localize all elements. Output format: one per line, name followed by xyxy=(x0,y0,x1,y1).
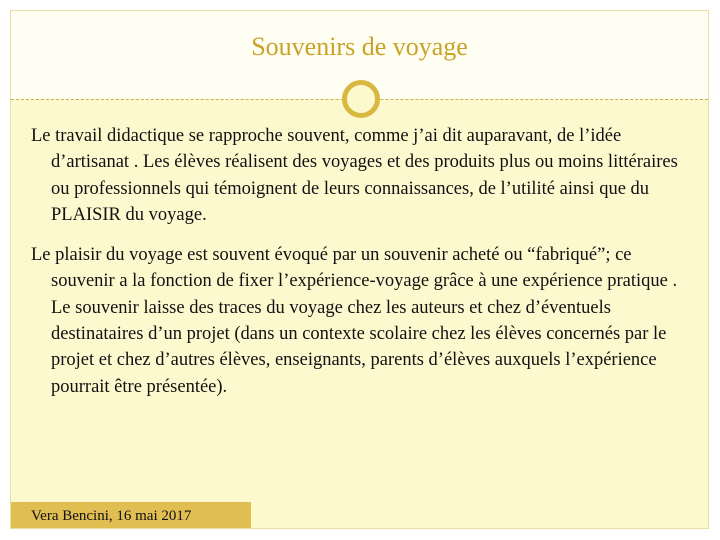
footer-author-date: Vera Bencini, 16 mai 2017 xyxy=(31,508,192,524)
slide-body xyxy=(31,123,691,414)
slide xyxy=(10,10,709,529)
paragraph-2: Le plaisir du voyage est souvent évoqué par un souvenir acheté ou “fabriqué”; ce souvenir a la fonction de fixer l’expérience-voyage grâce à une expérience pratique . Le souvenir laisse des traces du voyage chez les auteurs et chez d’éventuels destinataires d’un projet (dans un contexte scolaire chez les élèves concernés par le projet et chez d’autres élèves, enseignants, parents d’élèves auxquels l’expérience pourrait être présentée). xyxy=(31,245,678,397)
paragraph-1: Le travail didactique se rapproche souvent, comme j’ai dit auparavant, de l’idée d’artisanat . Les élèves réalisent des voyages et des produits plus ou moins littéraires ou professionnels qui témoignent de leurs connaissances, de l’utilité ainsi que du PLAISIR du voyage. xyxy=(31,126,678,225)
divider-circle-ornament xyxy=(342,80,380,118)
slide-title: Souvenirs de voyage xyxy=(251,32,468,61)
